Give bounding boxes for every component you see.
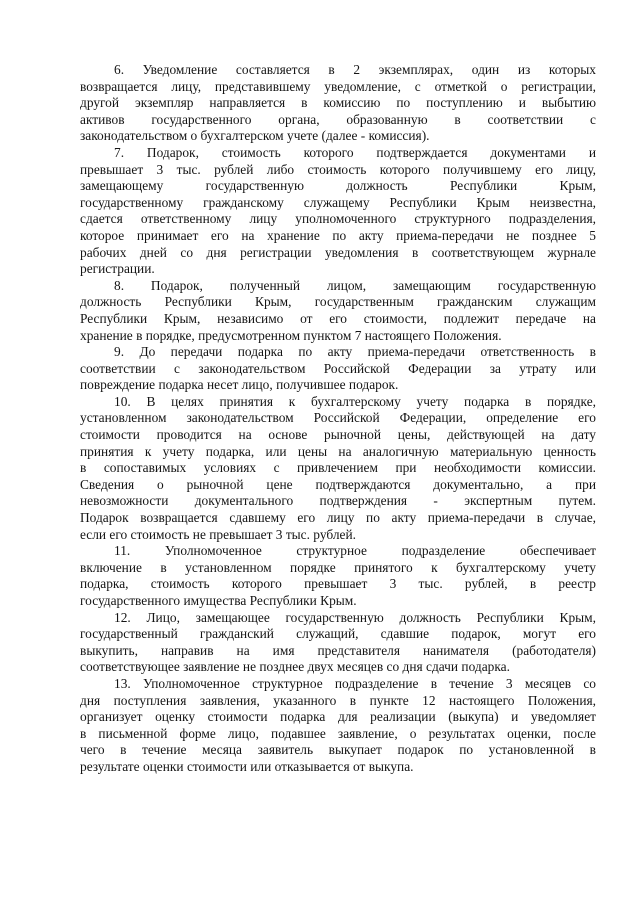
text-line: принятия к учету подарка, или цены на аналогичную материальную ценность — [80, 443, 596, 459]
text-line: сдается ответственному лицу уполномоченного структурного подразделения, — [80, 211, 596, 227]
text-line: Республики Крым, независимо от его стоимости, подлежит передаче на — [80, 310, 596, 326]
text-line: включение в установленном порядке принятого к бухгалтерскому учету — [80, 559, 596, 575]
text-line: невозможности документального подтверждения - экспертным путем. — [80, 493, 596, 509]
text-line: результате оценки стоимости или отказывается от выкупа. — [80, 758, 414, 774]
paragraph — [80, 344, 596, 394]
text-line: соответствии с законодательством Российской Федерации за утрату или — [80, 360, 596, 376]
text-line: которое принимает его на хранение по акту приема-передачи не позднее 5 — [80, 227, 596, 243]
text-line: 11. Уполномоченное структурное подразделение обеспечивает — [114, 543, 596, 559]
text-line: повреждение подарка несет лицо, получившее подарок. — [80, 377, 399, 393]
document-body — [80, 62, 596, 776]
text-line: хранение в порядке, предусмотренном пунктом 7 настоящего Положения. — [80, 327, 502, 343]
paragraph — [80, 394, 596, 543]
text-line: выкупить, направив на имя представителя нанимателя (работодателя) — [80, 642, 596, 658]
text-line: чего в течение месяца заявитель выкупает подарок по установленной в — [80, 742, 596, 758]
text-line: другой экземпляр направляется в комиссию по поступлению и выбытию — [80, 95, 596, 111]
text-line: рабочих дней со дня регистрации уведомления в соответствующем журнале — [80, 244, 596, 260]
text-line: соответствующее заявление не позднее двух месяцев со дня сдачи подарка. — [80, 659, 510, 675]
text-line: 8. Подарок, полученный лицом, замещающим государственную — [114, 277, 596, 293]
text-line: дня поступления заявления, указанного в пункте 12 настоящего Положения, — [80, 692, 596, 708]
text-line: 6. Уведомление составляется в 2 экземплярах, один из которых — [114, 62, 596, 77]
text-line: подарка, стоимость которого превышает 3 тыс. рублей, в реестр — [80, 576, 596, 592]
text-line: должность Республики Крым, государственным гражданским служащим — [80, 294, 596, 310]
text-line: государственному гражданскому служащему Республики Крым неизвестна, — [80, 194, 596, 210]
paragraph — [80, 278, 596, 344]
paragraph — [80, 145, 596, 278]
paragraph — [80, 62, 596, 145]
paragraph — [80, 543, 596, 609]
text-line: в сопоставимых условиях с привлечением при необходимости комиссии. — [80, 460, 596, 476]
text-line: 13. Уполномоченное структурное подразделение в течение 3 месяцев со — [114, 675, 596, 691]
text-line: Подарок возвращается сдавшему его лицу по акту приема-передачи в случае, — [80, 510, 596, 526]
paragraph — [80, 676, 596, 776]
text-line: государственного имущества Республики Крым. — [80, 593, 357, 608]
text-line: в письменной форме лицо, подавшее заявление, о результатах оценки, после — [80, 725, 596, 741]
text-line: 10. В целях принятия к бухгалтерскому учету подарка в порядке, — [114, 393, 596, 409]
text-line: организует оценку стоимости подарка для реализации (выкупа) и уведомляет — [80, 709, 596, 725]
text-line: Сведения о рыночной цене подтверждаются документально, а при — [80, 476, 596, 492]
paragraph — [80, 610, 596, 676]
text-line: стоимости проводится на основе рыночной цены, действующей на дату — [80, 427, 596, 443]
text-line: замещающему государственную должность Республики Крым, — [80, 178, 596, 194]
text-line: активов государственного органа, образованную в соответствии с — [80, 111, 596, 127]
text-line: 9. До передачи подарка по акту приема-передачи ответственность в — [114, 344, 596, 360]
text-line: превышает 3 тыс. рублей либо стоимость которого получившему его лицу, — [80, 161, 596, 177]
text-line: законодательством о бухгалтерском учете (далее - комиссия). — [80, 128, 430, 144]
text-line: если его стоимость не превышает 3 тыс. рублей. — [80, 526, 356, 542]
text-line: 7. Подарок, стоимость которого подтверждается документами и — [114, 144, 596, 160]
text-line: возвращается лицу, представившему уведомление, с отметкой о регистрации, — [80, 78, 596, 94]
text-line: установленном законодательством Российской Федерации, определение его — [80, 410, 596, 426]
text-line: регистрации. — [80, 261, 155, 277]
text-line: 12. Лицо, замещающее государственную должность Республики Крым, — [114, 609, 596, 625]
text-line: государственный гражданский служащий, сдавшие подарок, могут его — [80, 626, 596, 642]
